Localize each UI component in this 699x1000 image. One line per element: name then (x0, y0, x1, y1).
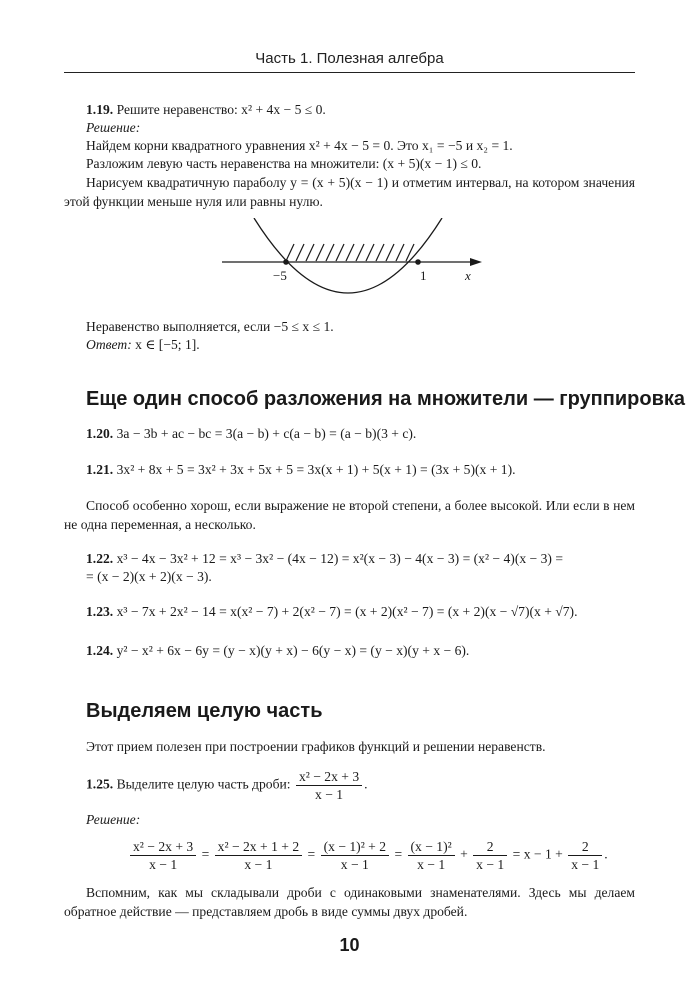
problem-1-25-task: 1.25. Выделите целую часть дроби: $\frac{\text{x² − 2x + 3}}{x - 1}$ . (86, 769, 368, 802)
graph-right-root: 1 (420, 268, 427, 283)
graph-axis-label: x (465, 268, 471, 283)
header-rule (64, 72, 635, 73)
problem-1-22-line-2: = (x − 2)(x + 2)(x − 3). (86, 569, 212, 584)
answer-value: x ∈ [−5; 1]. (135, 337, 200, 352)
note-grouping: Способ особенно хорош, если выражение не второй степени, а более высокой. Или если в нем не одна переменная, а несколько. (64, 498, 635, 532)
task-text: Решите неравенство: x² + 4x − 5 ≤ 0. (116, 102, 326, 117)
solution-label: Решение: (86, 120, 141, 135)
parabola-graph (200, 218, 490, 300)
problem-1-22-line-1: 1.22. x³ − 4x − 3x² + 12 = x³ − 3x² − (4x − 12) = x²(x − 3) − 4(x − 3) = (x² − 4)(x − 3) = (86, 551, 563, 566)
problem-1-20: 1.20. 3a − 3b + ac − bc = 3(a − b) + c(a − b) = (a − b)(3 + c). (86, 426, 417, 441)
problem-number: 1.19. (86, 102, 114, 117)
problem-1-24: 1.24. y² − x² + 6x − 6y = (y − x)(y + x) − 6(y − x) = (y − x)(y + x − 6). (86, 643, 470, 658)
task-fraction: $\frac{\text{x² − 2x + 3}}{x - 1}$ (296, 768, 362, 803)
section-heading-grouping: Еще один способ разложения на множители — группировка (86, 388, 685, 410)
problem-1-23: 1.23. x³ − 7x + 2x² − 14 = x(x² − 7) + 2(x² − 7) = (x + 2)(x² − 7) = (x + 2)(x − √7)(x + √7). (86, 604, 578, 619)
problem-1-21: 1.21. 3x² + 8x + 5 = 3x² + 3x + 5x + 5 = 3x(x + 1) + 5(x + 1) = (3x + 5)(x + 1). (86, 462, 516, 477)
solution-line-3: Нарисуем квадратичную параболу y = (x + 5)(x − 1) и отметим интервал, на котором значения этой функции меньше нуля или равны нулю. (64, 175, 635, 209)
solution-line-1: Найдем корни квадратного уравнения x² + 4x − 5 = 0. Это x₁ = −5 и x₂ = 1. (86, 138, 513, 153)
problem-1-19-task (86, 101, 326, 119)
page-number: 10 (339, 935, 360, 955)
solution-line-4: Неравенство выполняется, если −5 ≤ x ≤ 1. (86, 319, 334, 334)
answer-label: Ответ: (86, 337, 132, 352)
answer-line (86, 336, 200, 354)
running-header: Часть 1. Полезная алгебра (255, 50, 444, 67)
section-heading-integer-part: Выделяем целую часть (86, 700, 323, 722)
solution-line-2: Разложим левую часть неравенства на множители: (x + 5)(x − 1) ≤ 0. (86, 156, 482, 171)
graph-left-root: −5 (273, 268, 287, 283)
section-intro: Этот прием полезен при построении графиков функций и решении неравенств. (86, 739, 546, 754)
solution-label-1-25: Решение: (86, 812, 141, 827)
solution-equation: $\frac{\text{x² − 2x + 3}}{x - 1}$ = $\frac{\text{x² − 2x + 1 + 2}}{x - 1}$ = $\frac{\text{(x − 1)² + 2}}{x - 1}$ = $\frac{\text{(x − 1)²}}{x - 1}$ + $\frac{2}{x - 1}$ = x − 1 + $\frac{2}{x - 1}$ . (128, 838, 608, 873)
note-fractions: Вспомним, как мы складывали дроби с одинаковыми знаменателями. Здесь мы делаем обратное действие — представляем дробь в виде суммы двух дробей. (64, 885, 635, 919)
